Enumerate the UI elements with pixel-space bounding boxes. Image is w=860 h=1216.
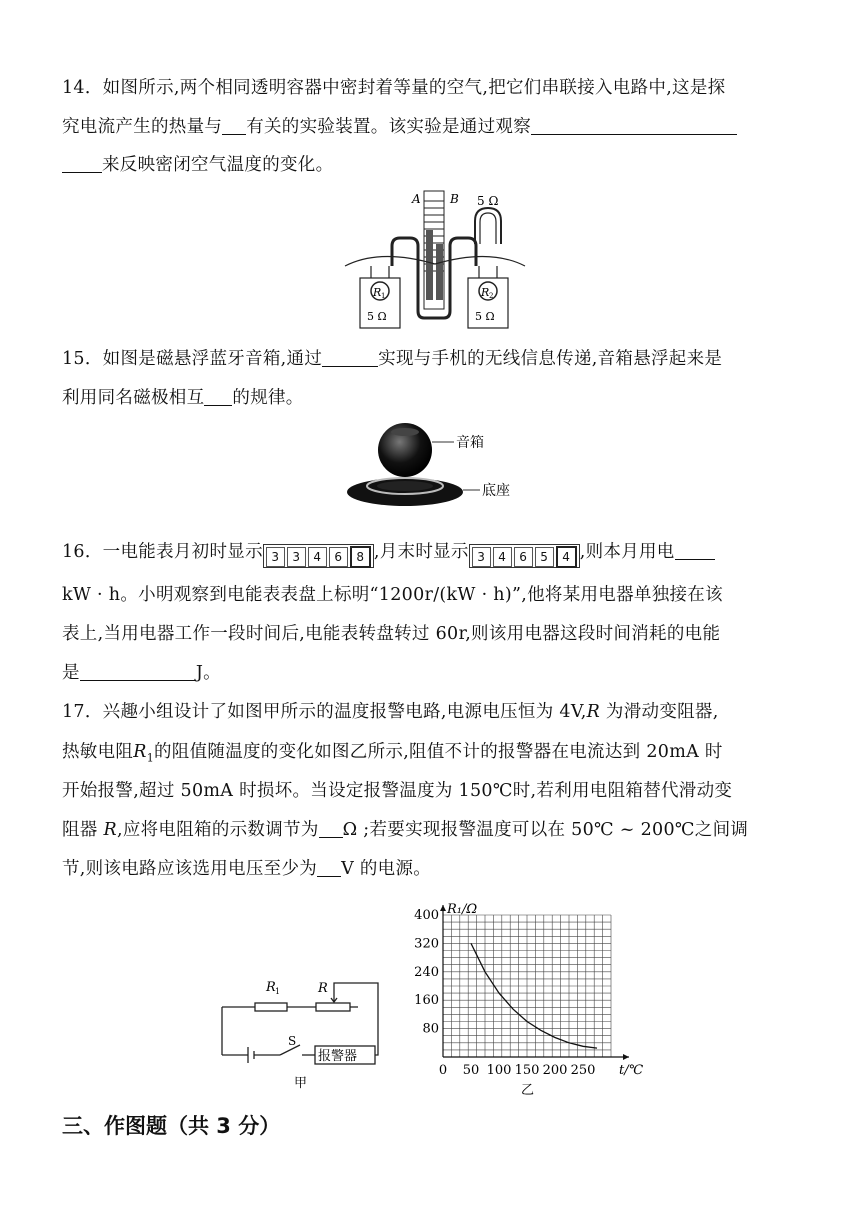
r1-sub: 1 [381, 292, 386, 300]
answer-blank[interactable] [317, 858, 341, 877]
q17-text: ,应将电阻箱的示数调节为 [116, 820, 319, 840]
q17-line2 [62, 738, 723, 765]
meter-reading-end [469, 544, 580, 568]
answer-blank[interactable] [675, 541, 715, 560]
q15-text: 的规律。 [232, 388, 304, 408]
q16-text: 是 [62, 663, 80, 683]
meter-digit: 4 [493, 547, 512, 567]
meter-digit: 4 [556, 546, 577, 568]
q15-line2 [62, 384, 304, 409]
q16-text: J。 [195, 663, 221, 683]
y-tick-label: 320 [414, 936, 439, 952]
var-r: R [103, 820, 117, 840]
rheostat-r [316, 1003, 350, 1011]
meter-digit: 6 [329, 547, 348, 567]
meter-digit: 3 [287, 547, 306, 567]
q17-line5 [62, 855, 431, 880]
q17-line1 [62, 698, 719, 723]
x-axis-arrow [623, 1054, 629, 1060]
q17-text: Ω ;若要实现报警温度可以在 50℃ ~ 200℃之间调 [342, 820, 749, 840]
speaker-label: 音箱 [456, 435, 484, 451]
q14-apparatus-figure [340, 186, 530, 332]
q17-text: 热敏电阻 [62, 742, 134, 762]
q14-text: 有关的实验装置。该实验是通过观察 [246, 117, 532, 137]
q15-text: 利用同名磁极相互 [62, 388, 205, 408]
q14-line2 [62, 113, 737, 138]
q16-line4 [62, 659, 221, 684]
q17-line3: 开始报警,超过 50mA 时损坏。当设定报警温度为 150℃时,若利用电阻箱替代滑动变 [62, 781, 733, 801]
section-heading: 三、作图题（共 3 分） [62, 1114, 281, 1138]
q17-text: 为滑动变阻器, [600, 702, 719, 722]
answer-blank[interactable] [319, 819, 343, 838]
q15-text: 15．如图是磁悬浮蓝牙音箱,通过 [62, 349, 323, 369]
q14-text: 究电流产生的热量与 [62, 117, 223, 137]
q16-line1 [62, 538, 715, 568]
circuit-r1-sub: 1 [275, 987, 281, 996]
var-r: R [586, 702, 601, 722]
meter-digit: 6 [514, 547, 533, 567]
r1-curve [471, 943, 597, 1048]
answer-blank[interactable] [80, 662, 196, 681]
r1-label: R [373, 286, 382, 299]
answer-blank[interactable] [204, 387, 232, 406]
y-tick-label: 240 [414, 964, 439, 980]
answer-blank[interactable] [62, 154, 102, 173]
base-label: 底座 [482, 483, 510, 499]
q15-text: 实现与手机的无线信息传递,音箱悬浮起来是 [378, 349, 723, 369]
answer-blank[interactable] [322, 348, 378, 367]
meter-digit: 5 [535, 547, 554, 567]
circuit-caption: 甲 [294, 1076, 308, 1091]
x-tick-label: 200 [542, 1063, 568, 1078]
q16-line3: 表上,当用电器工作一段时间后,电能表转盘转过 60r,则该用电器这段时间消耗的电能 [62, 624, 721, 644]
y-tick-label: 400 [414, 908, 439, 923]
var-r1: R [133, 742, 147, 762]
r2-label: R [481, 286, 490, 299]
q17-text: 阻器 [62, 820, 104, 840]
label-a: A [412, 192, 421, 206]
q17-line4 [62, 816, 748, 841]
switch-label: S [288, 1034, 297, 1048]
answer-blank[interactable] [531, 116, 737, 135]
y-tick-label: 160 [414, 993, 439, 1009]
left-resistor-label: 5 Ω [367, 310, 387, 323]
r1-temperature-graph [405, 895, 655, 1095]
var-r1-sub: 1 [146, 751, 154, 765]
maglev-speaker-figure [340, 420, 530, 516]
meter-digit: 4 [308, 547, 327, 567]
meter-digit: 3 [472, 547, 491, 567]
y-tick-label: 80 [422, 1021, 439, 1037]
q17-text: 的阻值随温度的变化如图乙所示,阻值不计的报警器在电流达到 20mA 时 [154, 742, 723, 762]
q17-text: 节,则该电路应该选用电压至少为 [62, 859, 318, 879]
x-tick-label: 100 [486, 1063, 512, 1078]
x-tick-label: 0 [438, 1063, 448, 1078]
y-axis-arrow [440, 905, 446, 911]
x-tick-label: 250 [570, 1063, 596, 1078]
y-axis-label: R₁/Ω [447, 902, 478, 917]
q15-line1 [62, 345, 722, 370]
right-resistor-label: 5 Ω [475, 310, 495, 323]
x-axis-label: t/℃ [619, 1063, 644, 1078]
meter-digit: 3 [266, 547, 285, 567]
q14-line1: 14．如图所示,两个相同透明容器中密封着等量的空气,把它们串联接入电路中,这是探 [62, 78, 726, 98]
alarm-circuit-diagram [210, 975, 390, 1095]
label-b: B [450, 192, 459, 206]
x-tick-label: 150 [514, 1063, 540, 1078]
answer-blank[interactable] [222, 116, 246, 135]
q16-line2: kW · h。小明观察到电能表表盘上标明“1200r/(kW · h)”,他将某用电器单独接在该 [62, 585, 723, 605]
x-tick-label: 50 [462, 1063, 480, 1078]
meter-digit: 8 [350, 546, 371, 568]
meter-reading-start [263, 544, 374, 568]
q17-text: 17．兴趣小组设计了如图甲所示的温度报警电路,电源电压恒为 4V, [62, 702, 587, 722]
q16-text: ,月末时显示 [373, 542, 469, 562]
r2-sub: 2 [489, 292, 494, 300]
q14-text: 来反映密闭空气温度的变化。 [102, 155, 334, 175]
thermistor-r1 [255, 1003, 287, 1011]
circuit-r1-label: R [266, 980, 276, 995]
graph-caption: 乙 [521, 1083, 535, 1095]
q17-text: V 的电源。 [341, 859, 432, 879]
alarm-label: 报警器 [318, 1049, 358, 1064]
q16-text: 16．一电能表月初时显示 [62, 542, 263, 562]
q16-text: ,则本月用电 [579, 542, 675, 562]
circuit-r-label: R [318, 981, 328, 996]
q14-line3 [62, 151, 333, 176]
top-resistor-label: 5 Ω [477, 194, 499, 208]
